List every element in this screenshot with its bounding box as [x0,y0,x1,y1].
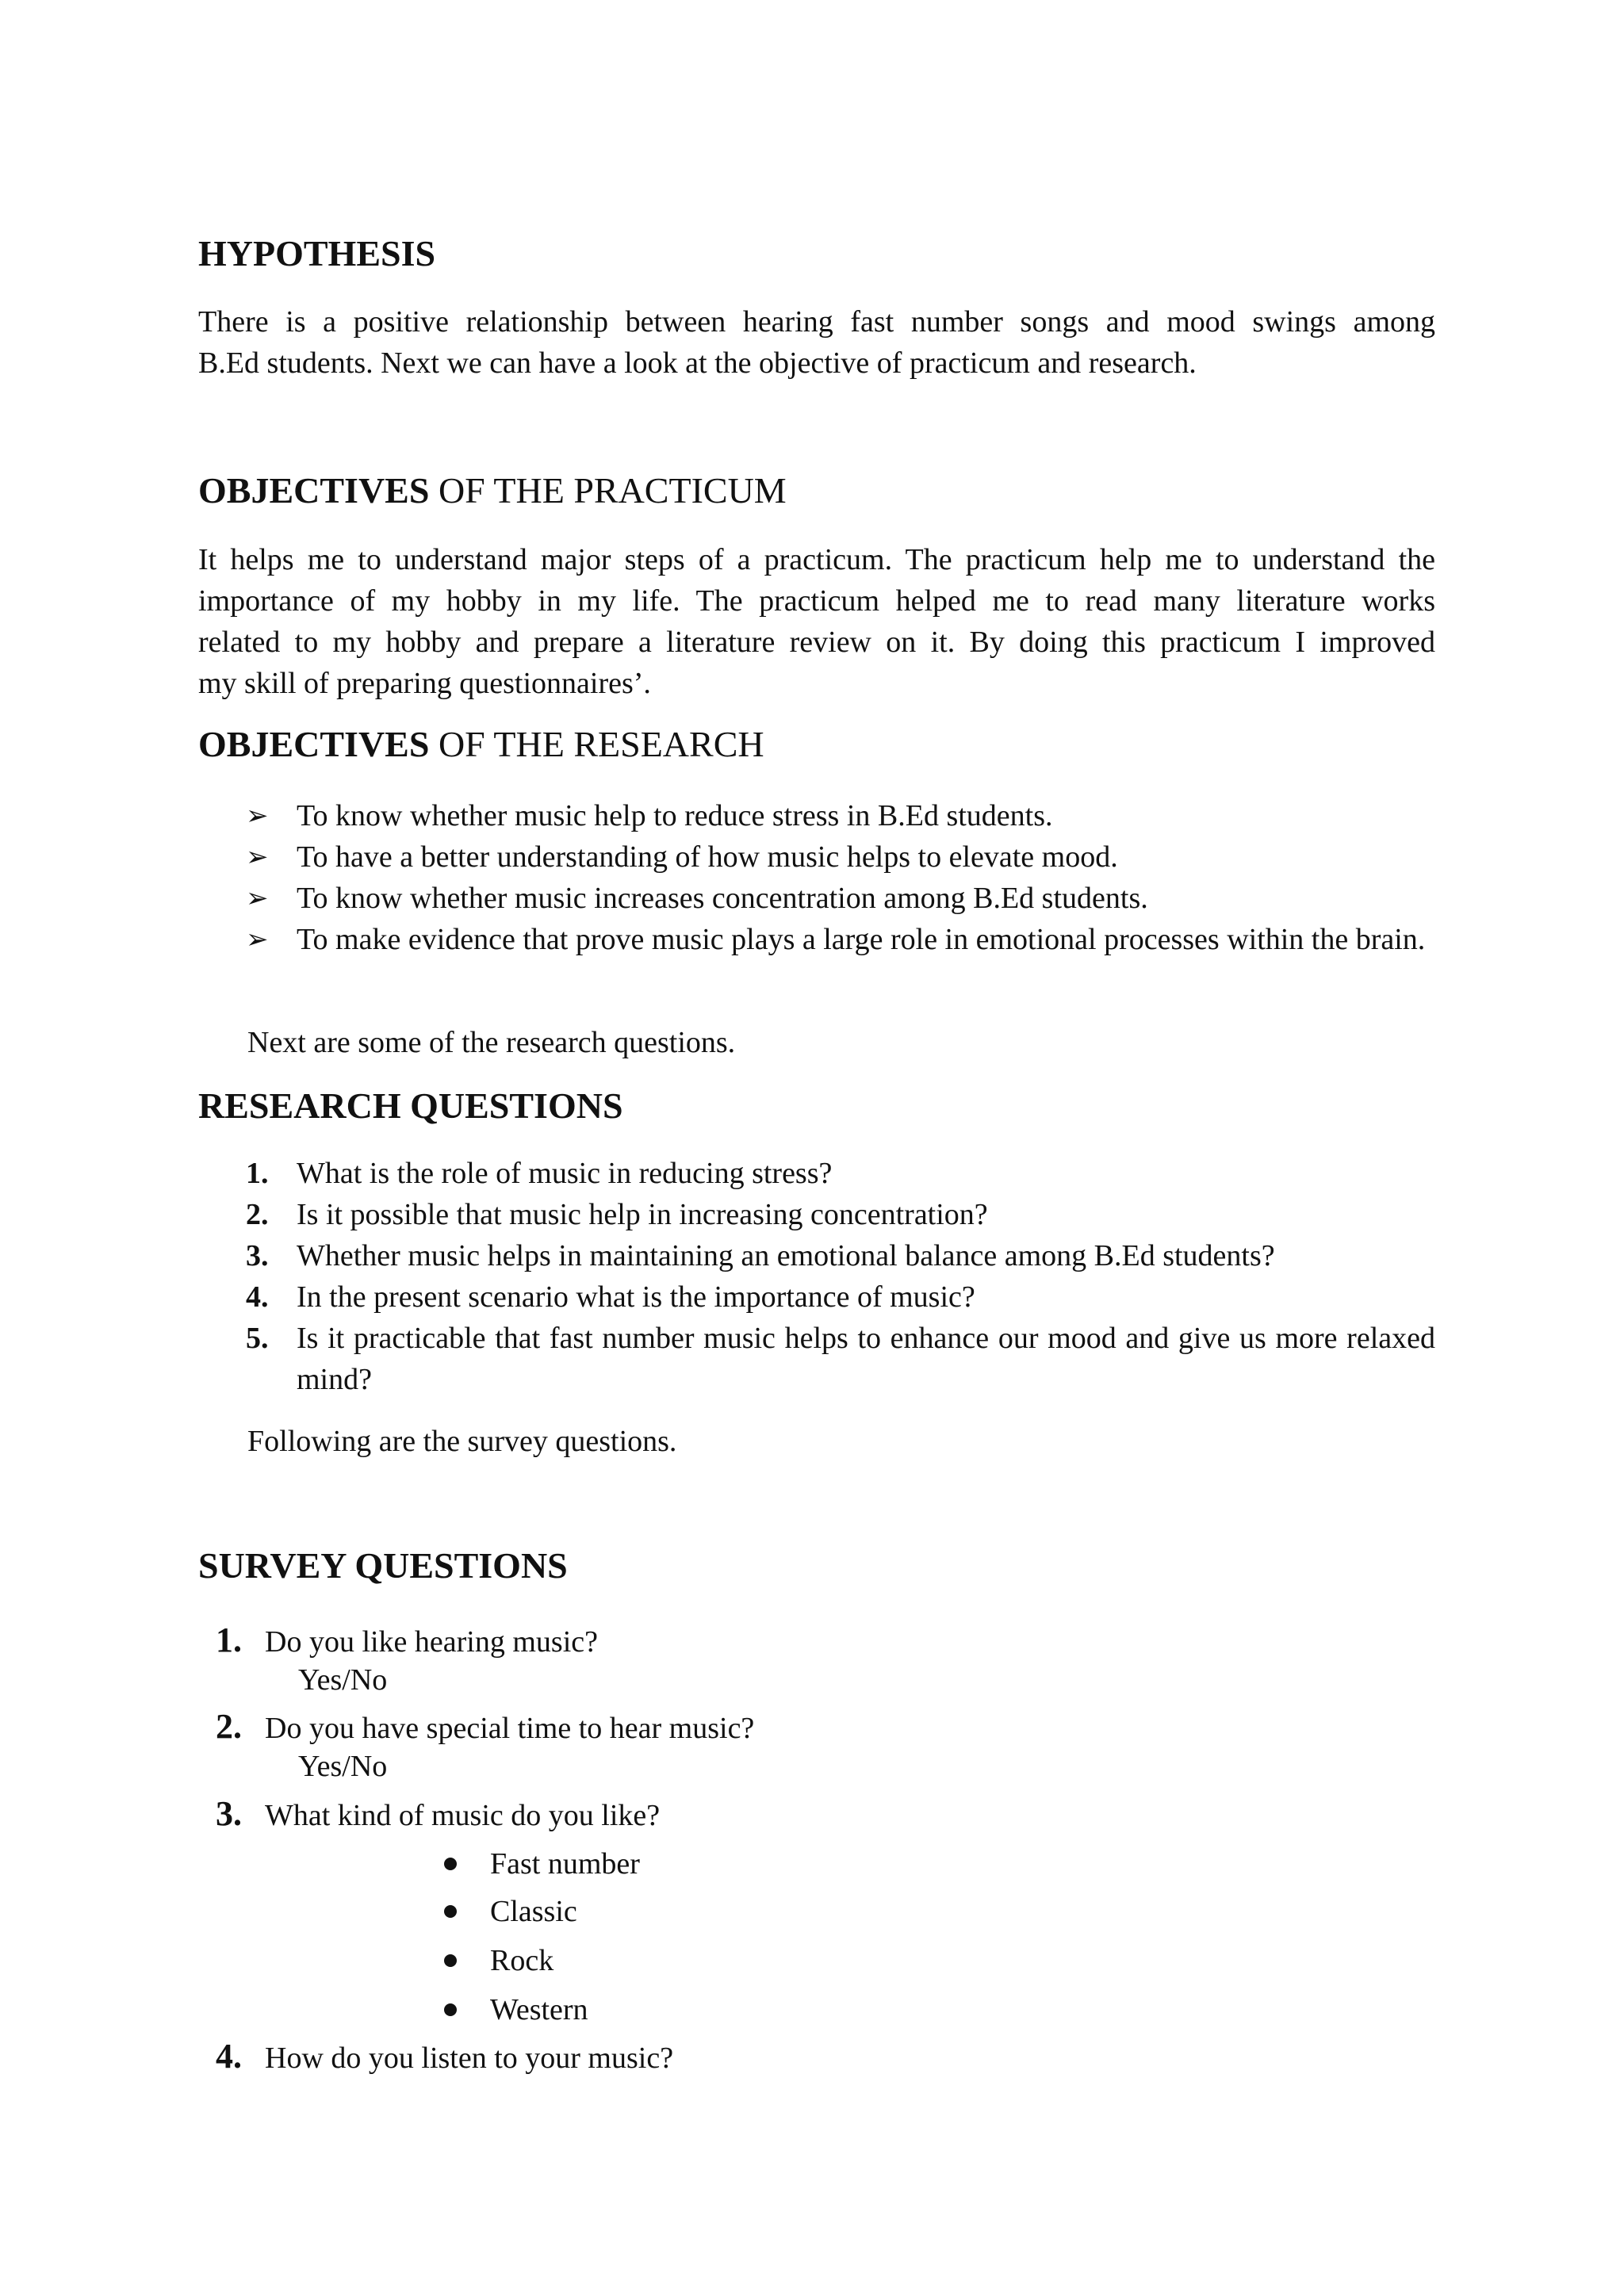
survey-question-1: 1. Do you like hearing music? [216,1621,599,1659]
survey-questions-intro: Following are the survey questions. [247,1425,677,1458]
survey-answer-1: Yes/No [298,1663,388,1697]
paragraph-line: B.Ed students. Next we can have a look at the objective of practicum and research. [198,346,1197,380]
survey-option: Rock [444,1940,553,1981]
survey-questions-heading: SURVEY QUESTIONS [198,1545,568,1586]
paragraph-line: There is a positive relationship between hearing fast number songs and mood swings among [198,305,1435,339]
bullet-dot-icon [444,1954,457,1967]
survey-option: Western [444,1989,588,2030]
survey-question-3: 3. What kind of music do you like? [216,1794,661,1833]
arrow-bullet-icon: ➢ [246,924,269,955]
list-item: ➢ To know whether music help to reduce stress in B.Ed students. [246,795,1435,836]
survey-option: Classic [444,1891,577,1932]
hypothesis-heading: HYPOTHESIS [198,233,436,274]
list-item: ➢ To have a better understanding of how music helps to elevate mood. [246,836,1435,878]
practicum-objectives-heading: OBJECTIVES OF THE PRACTICUM [198,470,787,511]
research-questions-intro: Next are some of the research questions. [247,1026,736,1059]
list-item: 4. In the present scenario what is the importance of music? [246,1280,975,1314]
list-item: ➢ To know whether music increases concentration among B.Ed students. [246,878,1435,919]
paragraph-line: It helps me to understand major steps of a practicum. The practicum help me to understand the [198,543,1435,576]
paragraph-line: my skill of preparing questionnaires’. [198,667,651,700]
survey-answer-2: Yes/No [298,1750,388,1783]
hypothesis-paragraph [198,301,1435,384]
bullet-dot-icon [444,2003,457,2016]
list-item: ➢ To make evidence that prove music plays a large role in emotional processes within the brain. [246,919,1435,960]
list-item: 2. Is it possible that music help in increasing concentration? [246,1198,988,1231]
arrow-bullet-icon: ➢ [246,800,269,832]
bullet-dot-icon [444,1905,457,1918]
paragraph-line: related to my hobby and prepare a literature review on it. By doing this practicum I improved [198,626,1435,659]
arrow-bullet-icon: ➢ [246,841,269,873]
survey-option: Fast number [444,1843,640,1885]
paragraph-line: importance of my hobby in my life. The practicum helped me to read many literature works [198,584,1435,618]
practicum-objectives-paragraph [198,539,1435,704]
survey-question-4: 4. How do you listen to your music? [216,2037,674,2076]
list-item: 3. Whether music helps in maintaining an emotional balance among B.Ed students? [246,1239,1275,1272]
arrow-bullet-icon: ➢ [246,882,269,914]
research-questions-list [246,1153,1435,1400]
list-item: 5. Is it practicable that fast number music helps to enhance our mood and give us more relaxed mind? [246,1322,1435,1396]
survey-question-2: 2. Do you have special time to hear music? [216,1707,755,1746]
research-objectives-list [246,795,1435,960]
research-questions-heading: RESEARCH QUESTIONS [198,1085,623,1126]
bullet-dot-icon [444,1858,457,1870]
research-objectives-heading: OBJECTIVES OF THE RESEARCH [198,724,764,764]
list-item: 1. What is the role of music in reducing stress? [246,1157,833,1190]
